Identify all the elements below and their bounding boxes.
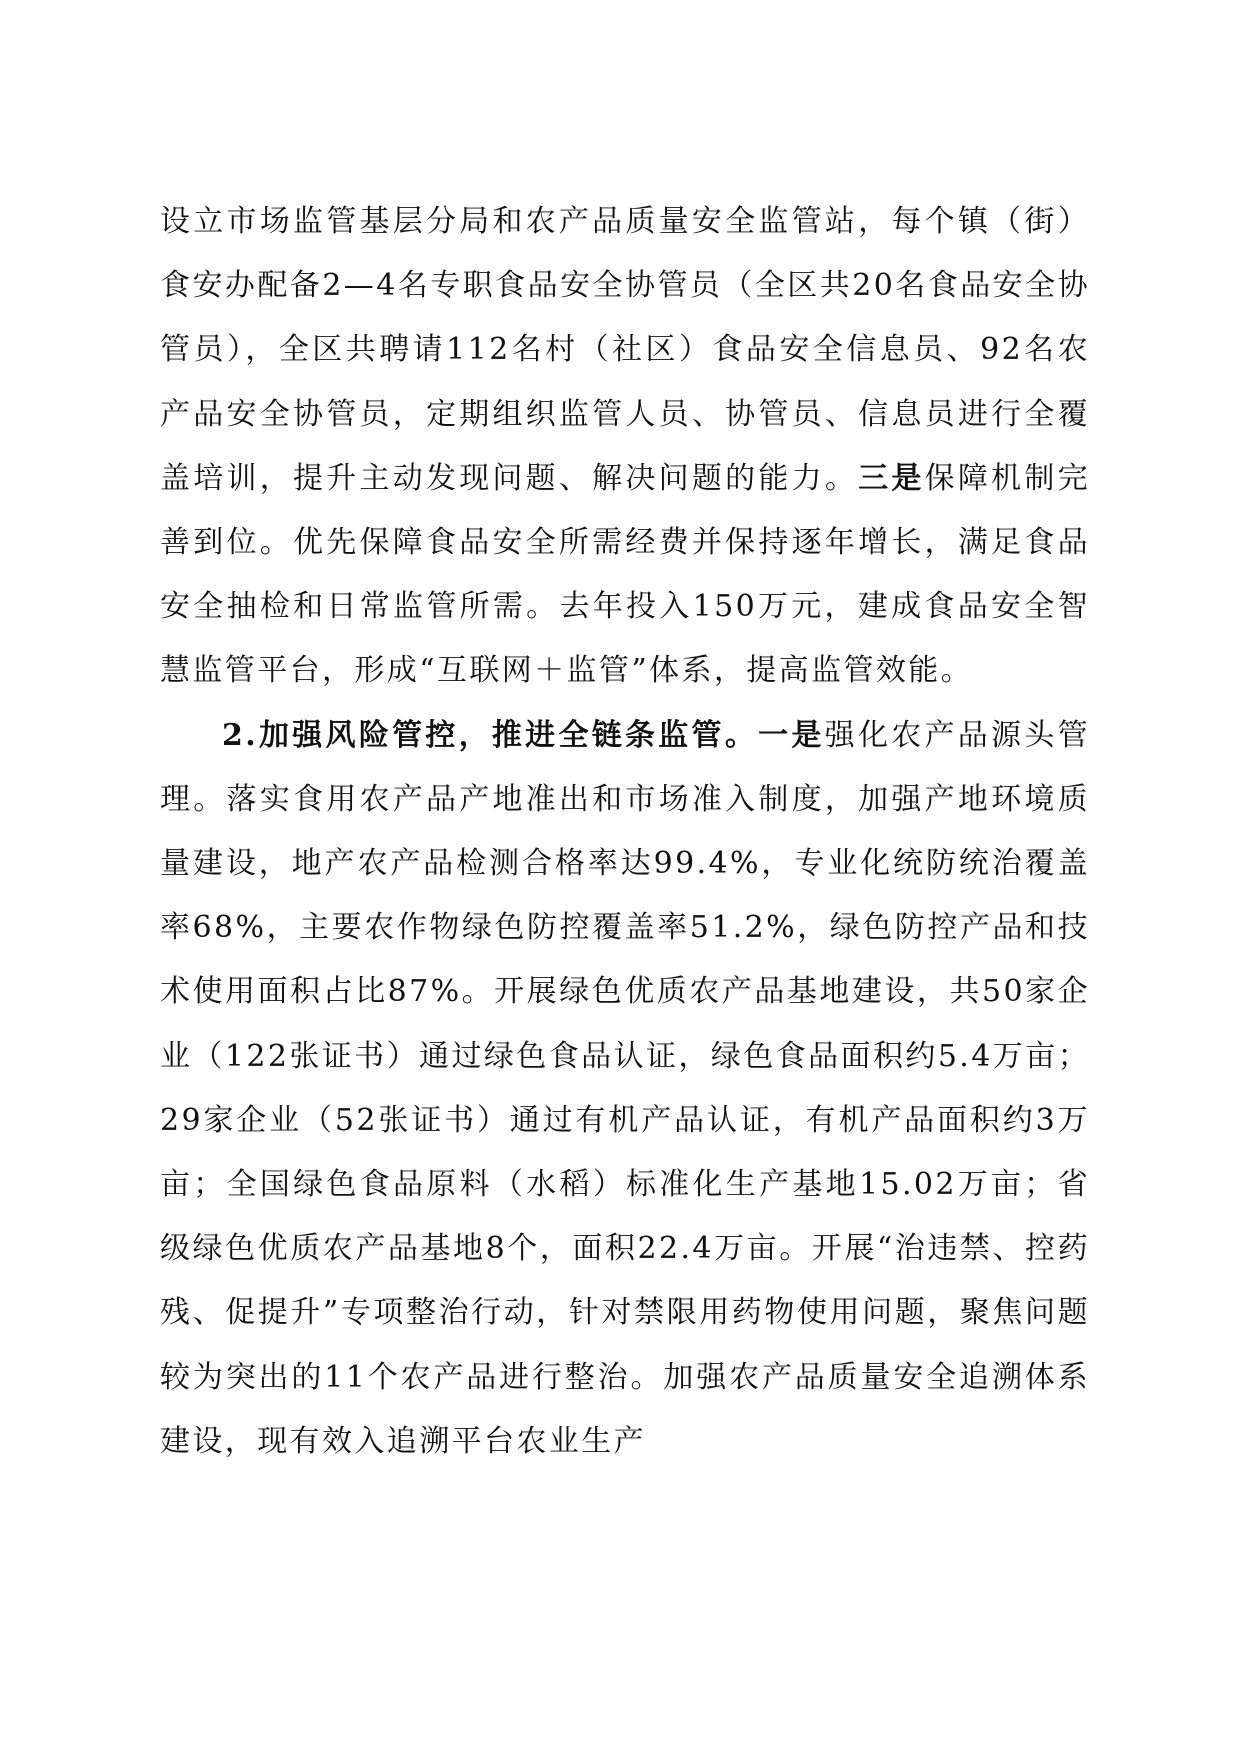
section-heading-2: 2.加强风险管控，推进全链条监管。 bbox=[222, 717, 759, 753]
paragraph-1 bbox=[160, 190, 1090, 704]
marker-san-shi: 三是 bbox=[858, 460, 925, 496]
paragraph-1-text-b: 保障机制完善到位。优先保障食品安全所需经费并保持逐年增长，满足食品安全抽检和日常监管所需。去年投入150万元，建成食品安全智慧监管平台，形成“互联网＋监管”体系，提高监管效能。 bbox=[160, 460, 1090, 689]
paragraph-1-text-a: 设立市场监管基层分局和农产品质量安全监管站，每个镇（街）食安办配备2—4名专职食品安全协管员（全区共20名食品安全协管员），全区共聘请112名村（社区）食品安全信息员、92名农产品安全协管员，定期组织监管人员、协管员、信息员进行全覆盖培训，提升主动发现问题、解决问题的能力。 bbox=[160, 204, 1090, 496]
paragraph-2 bbox=[160, 704, 1090, 1474]
paragraph-2-text: 强化农产品源头管理。落实食用农产品产地准出和市场准入制度，加强产地环境质量建设，地产农产品检测合格率达99.4%，专业化统防统治覆盖率68%，主要农作物绿色防控覆盖率51.2%，绿色防控产品和技术使用面积占比87%。开展绿色优质农产品基地建设，共50家企业（122张证书）通过绿色食品认证，绿色食品面积约5.4万亩；29家企业（52张证书）通过有机产品认证，有机产品面积约3万亩；全国绿色食品原料（水稻）标准化生产基地15.02万亩；省级绿色优质农产品基地8个，面积22.4万亩。开展“治违禁、控药残、促提升”专项整治行动，针对禁限用药物使用问题，聚焦问题较为突出的11个农产品进行整治。加强农产品质量安全追溯体系建设，现有效入追溯平台农业生产 bbox=[160, 717, 1090, 1459]
document-body bbox=[160, 190, 1090, 1474]
marker-yi-shi: 一是 bbox=[758, 717, 825, 753]
